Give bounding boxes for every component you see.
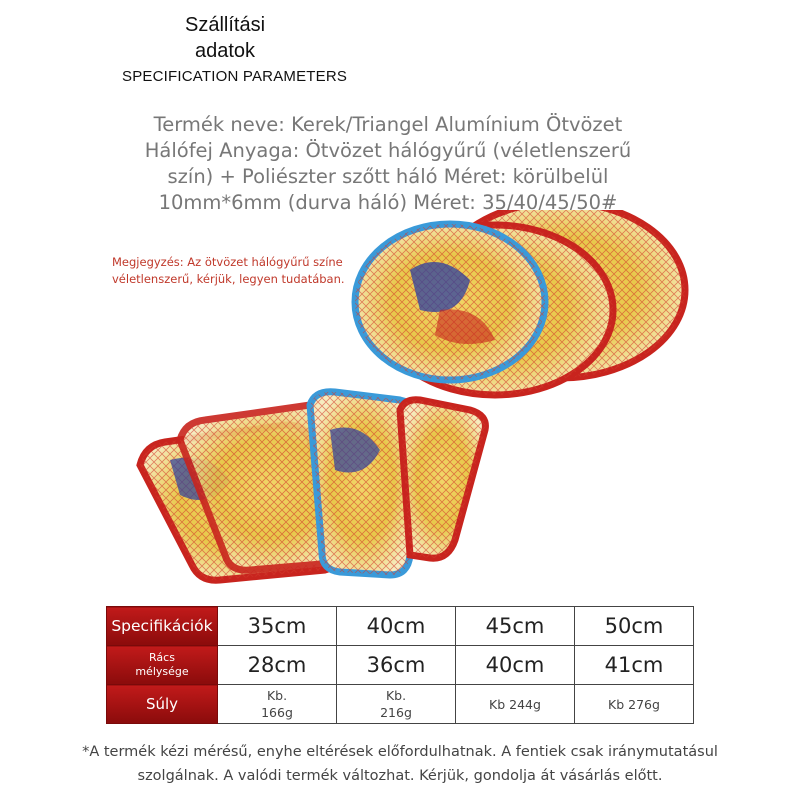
spec-subtitle: SPECIFICATION PARAMETERS <box>118 68 351 85</box>
weight-value: 166g <box>261 705 293 720</box>
description-line-1: Termék neve: Kerek/Triangel Alumínium Ötvözet <box>153 113 623 136</box>
product-description <box>98 112 678 216</box>
note-line-2: véletlenszerű, kérjük, legyen tudatában. <box>112 272 345 286</box>
spec-table <box>106 606 694 724</box>
depth-row-header <box>107 646 218 685</box>
weight-cell <box>218 685 337 724</box>
weight-cell: Kb 244g <box>456 685 575 724</box>
depth-cell: 41cm <box>575 646 694 685</box>
weight-cell: Kb 276g <box>575 685 694 724</box>
description-line-4: 10mm*6mm (durva háló) Méret: 35/40/45/50# <box>158 191 618 214</box>
title-line-1: Szállítási <box>184 14 266 36</box>
weight-value: 216g <box>380 705 412 720</box>
weight-approx-label: Kb. <box>266 688 288 703</box>
round-net-front <box>355 224 545 380</box>
depth-cell: 40cm <box>456 646 575 685</box>
spec-cell: 45cm <box>456 607 575 646</box>
weight-cell <box>337 685 456 724</box>
description-line-2: Hálófej Anyaga: Ötvözet hálógyűrű (véletlenszerű <box>144 139 632 162</box>
spec-cell: 35cm <box>218 607 337 646</box>
description-line-3: szín) + Poliészter szőtt háló Méret: körülbelül <box>167 165 609 188</box>
color-note <box>112 254 372 288</box>
depth-label-b: mélysége <box>135 665 189 678</box>
title-line-2: adatok <box>194 40 256 62</box>
table-row <box>107 646 694 685</box>
spec-cell: 50cm <box>575 607 694 646</box>
weight-approx-label: Kb. <box>385 688 407 703</box>
table-row <box>107 685 694 724</box>
disclaimer-line-2: szolgálnak. A valódi termék változhat. Kérjük, gondolja át vásárlás előtt. <box>137 768 663 784</box>
triangle-net-4 <box>400 400 485 558</box>
weight-row-header: Súly <box>107 685 218 724</box>
table-row <box>107 607 694 646</box>
disclaimer <box>40 740 760 788</box>
page-title <box>160 12 290 64</box>
spec-row-header: Specifikációk <box>107 607 218 646</box>
disclaimer-line-1: *A termék kézi mérésű, enyhe eltérések előfordulhatnak. A fentiek csak iránymutatásul <box>82 744 718 760</box>
depth-label-a: Rács <box>149 651 175 664</box>
spec-cell: 40cm <box>337 607 456 646</box>
depth-cell: 28cm <box>218 646 337 685</box>
note-line-1: Megjegyzés: Az ötvözet hálógyűrű színe <box>112 255 343 269</box>
depth-cell: 36cm <box>337 646 456 685</box>
